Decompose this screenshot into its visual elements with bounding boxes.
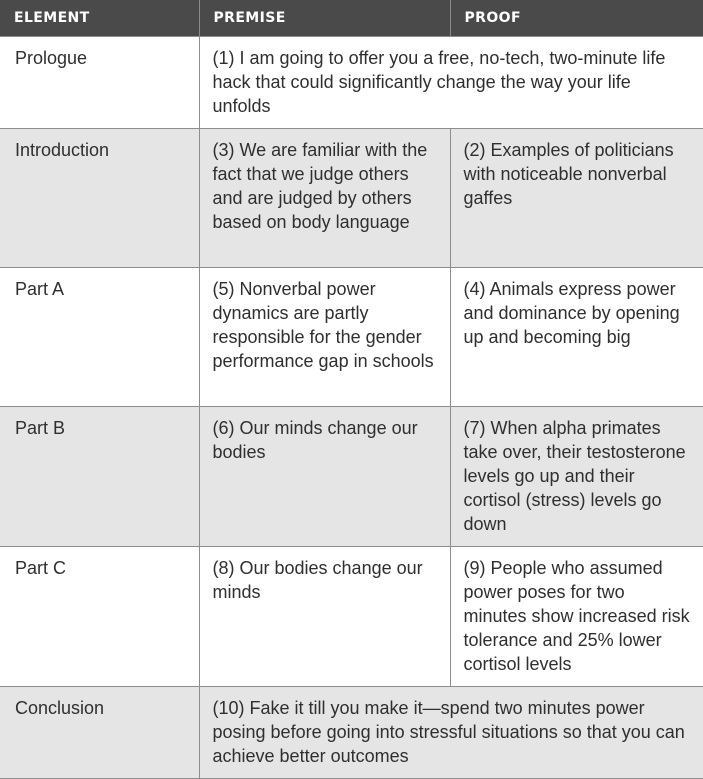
- cell-premise: (6) Our minds change our bodies: [199, 406, 450, 546]
- cell-proof: (7) When alpha primates take over, their testosterone levels go up and their cortisol (stress) levels go down: [450, 406, 703, 546]
- table-header-row: [0, 0, 703, 36]
- table-row-introduction: [0, 128, 703, 267]
- cell-proof: (9) People who assumed power poses for two minutes show increased risk tolerance and 25% lower cortisol levels: [450, 546, 703, 686]
- cell-premise: (5) Nonverbal power dynamics are partly responsible for the gender performance gap in schools: [199, 267, 450, 406]
- cell-element: Conclusion: [0, 686, 199, 778]
- table-row-prologue: [0, 36, 703, 128]
- table-row-part-b: [0, 406, 703, 546]
- cell-premise: (3) We are familiar with the fact that we judge others and are judged by others based on body language: [199, 128, 450, 267]
- cell-proof: (2) Examples of politicians with noticeable nonverbal gaffes: [450, 128, 703, 267]
- table-row-part-a: [0, 267, 703, 406]
- cell-merged-premise-proof: (10) Fake it till you make it—spend two minutes power posing before going into stressful situations so that you can achieve better outcomes: [199, 686, 703, 778]
- cell-element: Part C: [0, 546, 199, 686]
- header-proof: PROOF: [464, 9, 521, 26]
- header-premise: PREMISE: [199, 0, 450, 36]
- cell-merged-premise-proof: (1) I am going to offer you a free, no-tech, two-minute life hack that could significantly change the way your life unfolds: [199, 36, 703, 128]
- cell-premise: (8) Our bodies change our minds: [199, 546, 450, 686]
- cell-element: Prologue: [0, 36, 199, 128]
- cell-element: Part A: [0, 267, 199, 406]
- table-row-conclusion: [0, 686, 703, 778]
- table-row-part-c: [0, 546, 703, 686]
- header-element: ELEMENT: [0, 0, 199, 36]
- cell-element: Part B: [0, 406, 199, 546]
- cell-element: Introduction: [0, 128, 199, 267]
- cell-proof: (4) Animals express power and dominance by opening up and becoming big: [450, 267, 703, 406]
